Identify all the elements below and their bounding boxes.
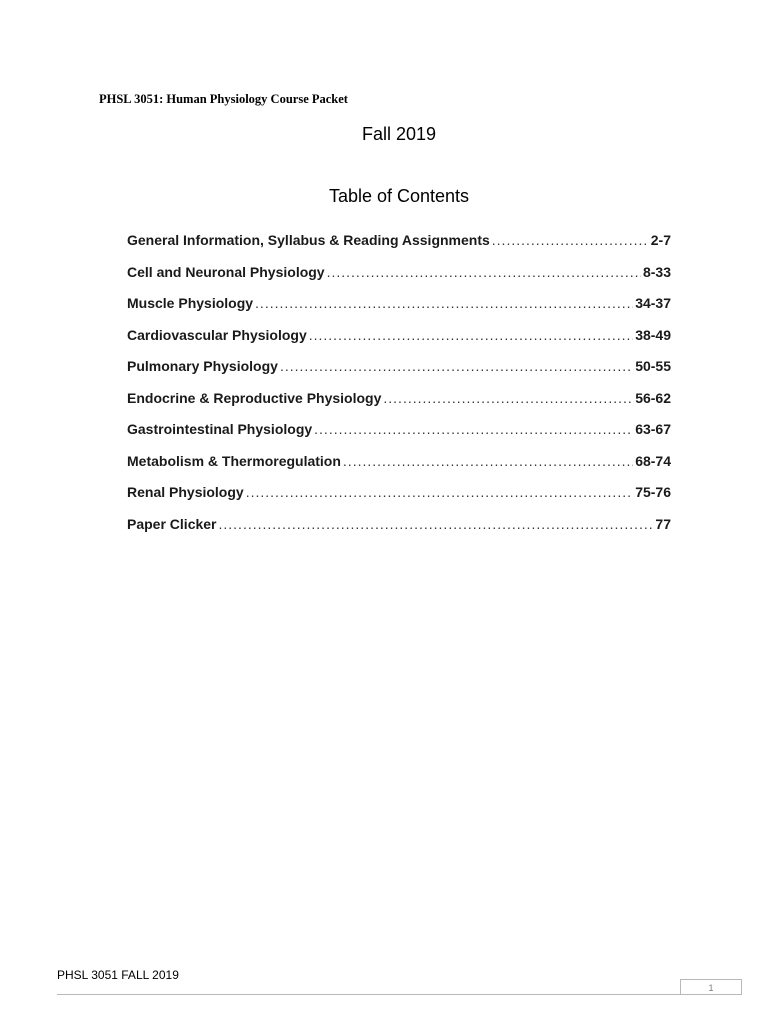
toc-entry-paper-clicker[interactable] — [127, 516, 671, 548]
toc-leader-dots — [255, 295, 633, 311]
table-of-contents — [127, 232, 671, 547]
toc-entry-label: Metabolism & Thermoregulation — [127, 452, 341, 469]
toc-entry-label: Cardiovascular Physiology — [127, 326, 307, 343]
term-heading: Fall 2019 — [361, 124, 437, 144]
toc-leader-dots — [246, 484, 633, 500]
toc-entry-pages: 75-76 — [635, 484, 671, 500]
toc-entry-label: Paper Clicker — [127, 515, 217, 532]
toc-leader-dots — [383, 390, 633, 406]
toc-entry-cell-neuronal[interactable] — [127, 264, 671, 296]
toc-entry-general-information[interactable] — [127, 232, 671, 264]
toc-entry-label: Muscle Physiology — [127, 295, 254, 311]
toc-entry-pages: 2-7 — [650, 232, 671, 248]
toc-leader-dots — [314, 421, 633, 437]
toc-entry-label: Endocrine & Reproductive Physiology — [127, 389, 382, 406]
toc-entry-pages: 38-49 — [635, 326, 671, 343]
toc-entry-pages: 56-62 — [635, 389, 671, 406]
toc-entry-pages: 77 — [655, 515, 671, 532]
course-packet-header: PHSL 3051: Human Physiology Course Packet — [99, 92, 348, 106]
toc-entry-pages: 50-55 — [635, 358, 671, 374]
toc-leader-dots — [492, 232, 649, 248]
toc-entry-cardiovascular[interactable] — [127, 327, 671, 359]
toc-entry-label: Renal Physiology — [127, 484, 244, 500]
page-number-tab: 1 — [680, 979, 742, 994]
toc-entry-pages: 34-37 — [635, 295, 671, 311]
toc-entry-pages: 8-33 — [642, 263, 671, 280]
footer-rule — [57, 994, 742, 995]
toc-entry-label: General Information, Syllabus & Reading Assignments — [127, 232, 490, 248]
toc-entry-gastrointestinal[interactable] — [127, 421, 671, 453]
toc-leader-dots — [327, 264, 641, 280]
toc-entry-label: Cell and Neuronal Physiology — [127, 263, 325, 280]
toc-entry-renal[interactable] — [127, 484, 671, 516]
toc-leader-dots — [343, 453, 633, 469]
toc-entry-metabolism-thermoregulation[interactable] — [127, 453, 671, 485]
toc-entry-label: Pulmonary Physiology — [127, 358, 278, 374]
toc-leader-dots — [280, 358, 633, 374]
toc-heading: Table of Contents — [328, 186, 470, 206]
toc-entry-muscle[interactable] — [127, 295, 671, 327]
toc-entry-endocrine-reproductive[interactable] — [127, 390, 671, 422]
toc-leader-dots — [309, 327, 633, 343]
toc-entry-pages: 68-74 — [635, 452, 671, 469]
toc-entry-pages: 63-67 — [635, 421, 671, 437]
toc-entry-pulmonary[interactable] — [127, 358, 671, 390]
toc-leader-dots — [219, 516, 654, 532]
footer-course-label: PHSL 3051 FALL 2019 — [57, 968, 179, 982]
toc-entry-label: Gastrointestinal Physiology — [127, 421, 313, 437]
